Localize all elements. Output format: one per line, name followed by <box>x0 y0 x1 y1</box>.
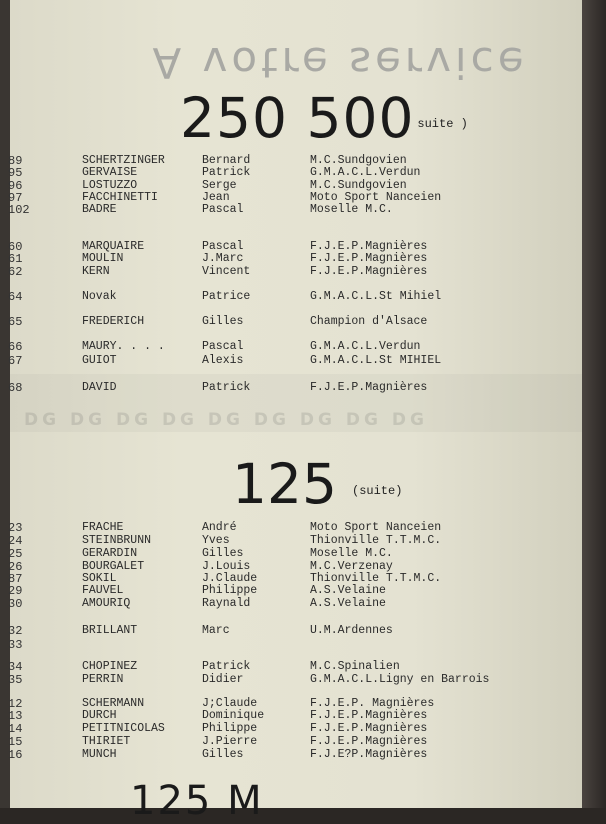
entry-club: A.S.Velaine <box>310 584 386 597</box>
entry-surname: MUNCH <box>82 748 117 761</box>
entry-row <box>10 534 582 548</box>
entry-club: F.J.E.P. Magnières <box>310 697 435 710</box>
entry-surname: Novak <box>82 290 117 303</box>
entry-number: 24 <box>8 534 23 548</box>
entry-club: G.M.A.C.L.Verdun <box>310 340 421 353</box>
entry-row <box>10 735 582 749</box>
section-title-125: 125 <box>232 452 337 516</box>
entry-club: F.J.E.P.Magnières <box>310 722 428 735</box>
entry-number: 65 <box>8 315 23 329</box>
entry-club: A.S.Velaine <box>310 597 386 610</box>
entry-club: F.J.E.P.Magnières <box>310 240 428 253</box>
entry-firstname: Dominique <box>202 709 265 722</box>
entry-number: 13 <box>8 709 23 723</box>
entry-club: Champion d'Alsace <box>310 315 428 328</box>
entry-number: 64 <box>8 290 23 304</box>
entry-surname: GERARDIN <box>82 547 138 560</box>
entry-club: F.J.E.P.Magnières <box>310 252 428 265</box>
entry-firstname: J.Louis <box>202 560 251 573</box>
entry-firstname: Marc <box>202 624 230 637</box>
entry-row <box>10 660 582 674</box>
entry-row <box>10 597 582 611</box>
entry-number: 15 <box>8 735 23 749</box>
entry-row <box>10 748 582 762</box>
entry-firstname: Vincent <box>202 265 251 278</box>
entry-number: 29 <box>8 584 23 598</box>
entry-surname: BRILLANT <box>82 624 138 637</box>
entry-row <box>10 252 582 266</box>
entry-number: 14 <box>8 722 23 736</box>
handwritten-heading: A votre service <box>152 38 528 87</box>
entry-club: Thionville T.T.M.C. <box>310 572 442 585</box>
entry-row <box>10 340 582 354</box>
entry-surname: DAVID <box>82 381 117 394</box>
entry-number: 89 <box>8 154 23 168</box>
entry-surname: MAURY. . . . <box>82 340 165 353</box>
entry-club: F.J.E.P.Magnières <box>310 709 428 722</box>
entry-club: G.M.A.C.L.St MIHIEL <box>310 354 442 367</box>
entry-club: M.C.Sundgovien <box>310 179 407 192</box>
entry-surname: LOSTUZZO <box>82 179 138 192</box>
entry-surname: FACCHINETTI <box>82 191 158 204</box>
entry-row <box>10 290 582 304</box>
entry-row <box>10 584 582 598</box>
entry-row <box>10 354 582 368</box>
entry-firstname: J.Marc <box>202 252 244 265</box>
entry-firstname: Pascal <box>202 340 244 353</box>
entry-firstname: Serge <box>202 179 237 192</box>
entry-firstname: J.Claude <box>202 572 258 585</box>
entry-surname: STEINBRUNN <box>82 534 152 547</box>
entry-surname: CHOPINEZ <box>82 660 138 673</box>
entry-firstname: Didier <box>202 673 244 686</box>
entry-number: 23 <box>8 521 23 535</box>
entry-surname: BADRE <box>82 203 117 216</box>
entry-club: M.C.Sundgovien <box>310 154 407 167</box>
entry-club: Moto Sport Nanceien <box>310 521 442 534</box>
entry-surname: MARQUAIRE <box>82 240 145 253</box>
entry-surname: GERVAISE <box>82 166 138 179</box>
entry-number: 32 <box>8 624 23 638</box>
entry-firstname: Raynald <box>202 597 251 610</box>
entry-firstname: J;Claude <box>202 697 258 710</box>
entry-club: F.J.E.P.Magnières <box>310 381 428 394</box>
entry-club: F.J.E?P.Magnières <box>310 748 428 761</box>
entry-number: 66 <box>8 340 23 354</box>
entry-club: Moto Sport Nanceien <box>310 191 442 204</box>
entry-surname: SCHERTZINGER <box>82 154 165 167</box>
entry-number: 102 <box>8 203 30 217</box>
entry-firstname: J.Pierre <box>202 735 258 748</box>
entry-firstname: Jean <box>202 191 230 204</box>
entry-club: G.M.A.C.L.Verdun <box>310 166 421 179</box>
entry-row <box>10 166 582 180</box>
entry-number: 35 <box>8 673 23 687</box>
entry-club: G.M.A.C.L.St Mihiel <box>310 290 442 303</box>
entry-surname: GUIOT <box>82 354 117 367</box>
entry-row <box>10 624 582 638</box>
entry-firstname: Gilles <box>202 547 244 560</box>
entry-surname: THIRIET <box>82 735 131 748</box>
entry-row <box>10 673 582 687</box>
entry-row <box>10 381 582 395</box>
entry-firstname: Pascal <box>202 240 244 253</box>
entry-number: 87 <box>8 572 23 586</box>
entry-number: 67 <box>8 354 23 368</box>
entry-firstname: Patrick <box>202 166 251 179</box>
entry-firstname: Alexis <box>202 354 244 367</box>
entry-number: 96 <box>8 179 23 193</box>
entry-firstname: Pascal <box>202 203 244 216</box>
entry-firstname: Patrick <box>202 381 251 394</box>
entry-row <box>10 709 582 723</box>
entry-number: 33 <box>8 638 23 652</box>
entry-firstname: Bernard <box>202 154 251 167</box>
entry-surname: PETITNICOLAS <box>82 722 165 735</box>
entry-firstname: Patrice <box>202 290 251 303</box>
section-title-250-500: 250 500 <box>180 86 415 150</box>
entry-firstname: André <box>202 521 237 534</box>
entry-firstname: Patrick <box>202 660 251 673</box>
entry-firstname: Gilles <box>202 315 244 328</box>
entry-surname: SOKIL <box>82 572 117 585</box>
entry-number: 12 <box>8 697 23 711</box>
entry-surname: MOULIN <box>82 252 124 265</box>
page-edge-right <box>582 0 606 808</box>
entry-surname: FRACHE <box>82 521 124 534</box>
entry-surname: PERRIN <box>82 673 124 686</box>
section-note: ( suite ) <box>403 117 468 131</box>
entry-row <box>10 521 582 535</box>
entry-number: 30 <box>8 597 23 611</box>
entry-number: 26 <box>8 560 23 574</box>
entry-surname: AMOURIQ <box>82 597 131 610</box>
entry-surname: SCHERMANN <box>82 697 145 710</box>
entry-number: 16 <box>8 748 23 762</box>
entry-number: 60 <box>8 240 23 254</box>
entry-row <box>10 265 582 279</box>
entry-number: 97 <box>8 191 23 205</box>
entry-firstname: Philippe <box>202 722 258 735</box>
entry-number: 95 <box>8 166 23 180</box>
entry-number: 68 <box>8 381 23 395</box>
entry-club: Thionville T.T.M.C. <box>310 534 442 547</box>
entry-row <box>10 315 582 329</box>
entry-firstname: Yves <box>202 534 230 547</box>
entry-club: F.J.E.P.Magnières <box>310 735 428 748</box>
entry-row <box>10 638 582 652</box>
entry-club: Moselle M.C. <box>310 547 393 560</box>
entry-club: M.C.Spinalien <box>310 660 400 673</box>
entry-surname: FREDERICH <box>82 315 145 328</box>
entry-surname: DURCH <box>82 709 117 722</box>
entry-club: U.M.Ardennes <box>310 624 393 637</box>
entry-number: 25 <box>8 547 23 561</box>
entry-club: Moselle M.C. <box>310 203 393 216</box>
entry-row <box>10 203 582 217</box>
watermark: DG DG DG DG DG DG DG DG DG <box>24 410 428 430</box>
entry-club: G.M.A.C.L.Ligny en Barrois <box>310 673 490 686</box>
entry-row <box>10 722 582 736</box>
entry-number: 62 <box>8 265 23 279</box>
entry-number: 34 <box>8 660 23 674</box>
entry-number: 61 <box>8 252 23 266</box>
entry-club: F.J.E.P.Magnières <box>310 265 428 278</box>
entry-surname: BOURGALET <box>82 560 145 573</box>
entry-firstname: Gilles <box>202 748 244 761</box>
entry-firstname: Philippe <box>202 584 258 597</box>
entry-club: M.C.Verzenay <box>310 560 393 573</box>
entry-surname: FAUVEL <box>82 584 124 597</box>
footer-fragment: 125 M <box>130 778 264 824</box>
document-page <box>8 0 582 824</box>
entry-row <box>10 547 582 561</box>
entry-surname: KERN <box>82 265 110 278</box>
section-note: (suite) <box>352 484 403 498</box>
